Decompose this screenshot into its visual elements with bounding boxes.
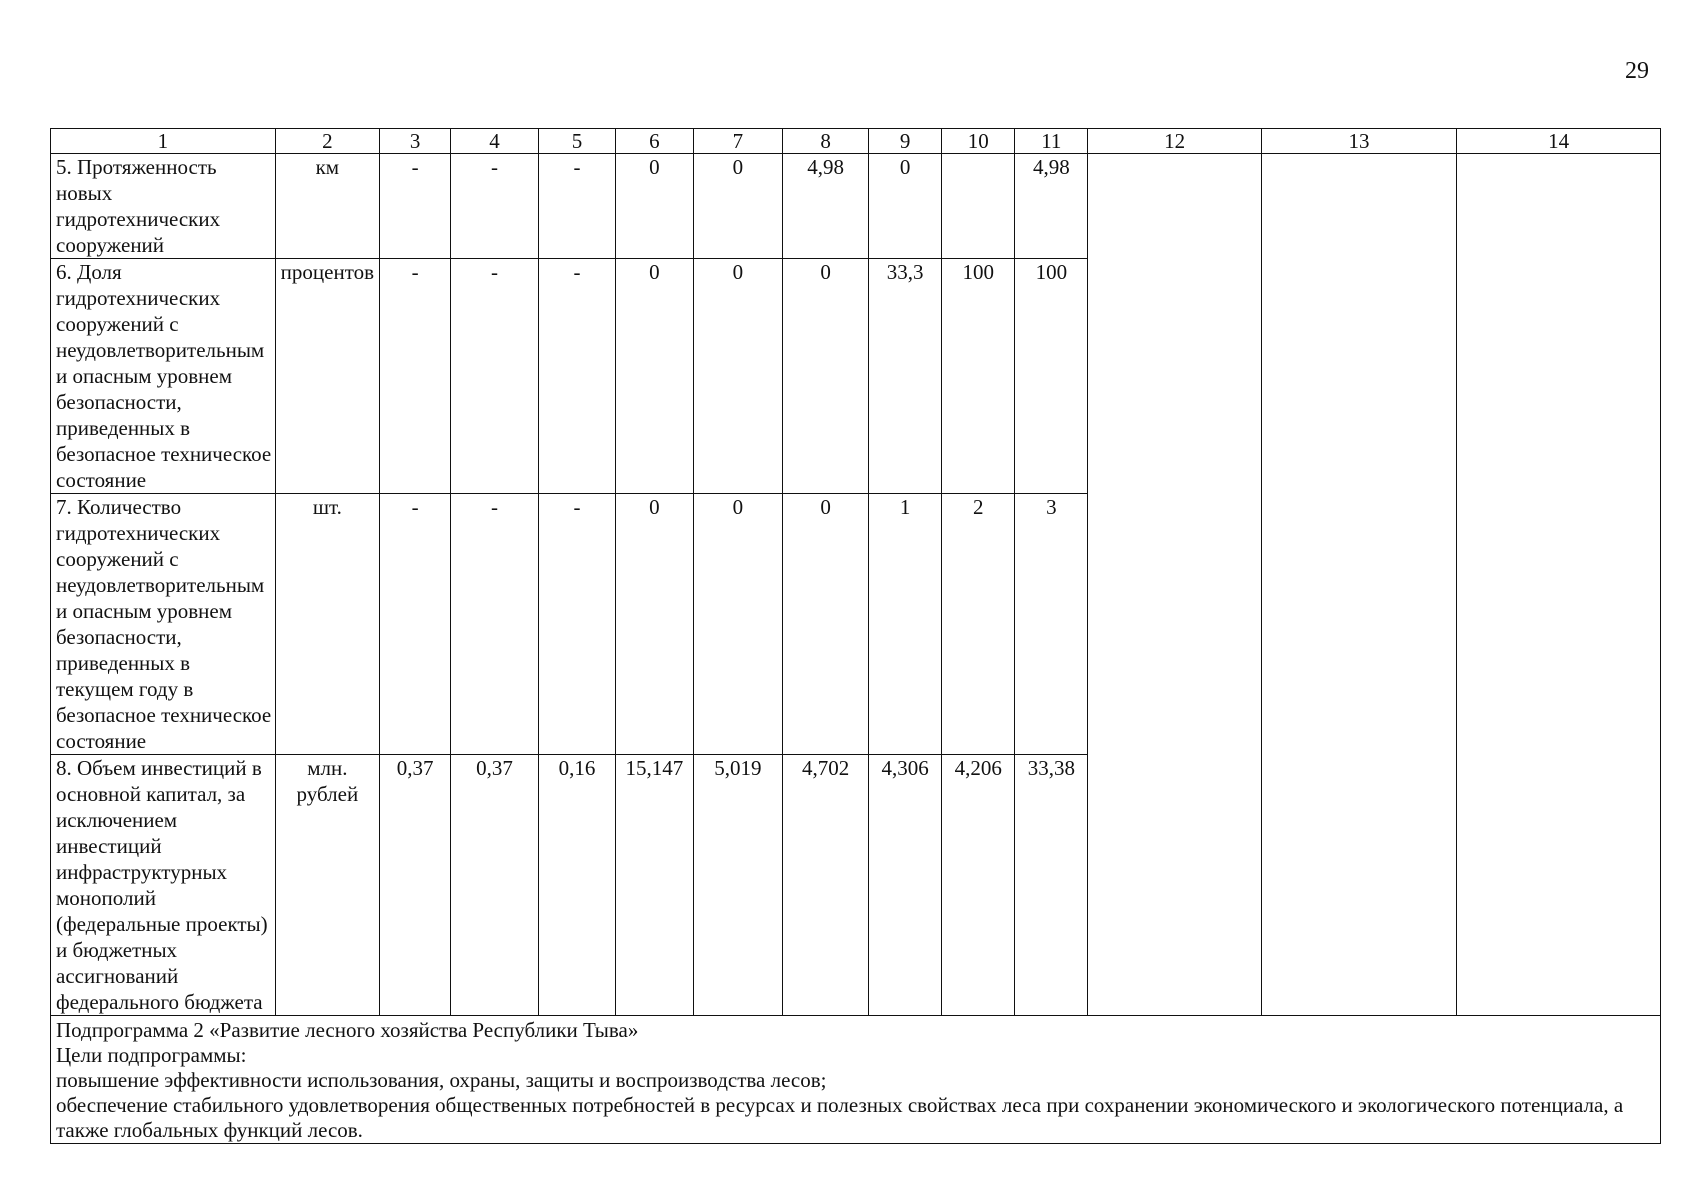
value-cell: 0	[616, 494, 693, 755]
subprogram-row	[51, 1016, 1661, 1144]
value-cell: 4,206	[942, 755, 1015, 1016]
indicator-name: 7. Количество гидротехнических сооружений с неудовлетворительным и опасным уровнем безопасности, приведенных в текущем году в безопасное техническое состояние	[51, 494, 276, 755]
header-cell: 7	[693, 129, 783, 154]
indicator-name: 8. Объем инвестиций в основной капитал, за исключением инвестиций инфраструктурных монополий (федеральные проекты) и бюджетных ассигнований федерального бюджета	[51, 755, 276, 1016]
header-cell: 1	[51, 129, 276, 154]
value-cell: 0	[869, 154, 942, 259]
header-cell: 3	[380, 129, 451, 154]
indicator-unit: км	[275, 154, 379, 259]
value-cell: -	[380, 154, 451, 259]
indicator-name: 5. Протяженность новых гидротехнических сооружений	[51, 154, 276, 259]
header-cell: 6	[616, 129, 693, 154]
header-row	[51, 129, 1661, 154]
header-cell: 13	[1261, 129, 1456, 154]
value-cell: -	[538, 494, 615, 755]
empty-cell-col12	[1088, 154, 1261, 1016]
header-cell: 12	[1088, 129, 1261, 154]
value-cell: -	[451, 494, 539, 755]
table-row	[51, 154, 1661, 259]
header-cell: 11	[1015, 129, 1088, 154]
value-cell: 0	[693, 494, 783, 755]
value-cell: -	[538, 259, 615, 494]
value-cell: 0,37	[380, 755, 451, 1016]
subprogram-goal: обеспечение стабильного удовлетворения общественных потребностей в ресурсах и полезных свойствах леса при сохранении экономического и экологического потенциала, а также глобальных функций лесов.	[56, 1093, 1624, 1142]
value-cell: 0	[616, 259, 693, 494]
value-cell	[942, 154, 1015, 259]
header-cell: 10	[942, 129, 1015, 154]
value-cell: -	[538, 154, 615, 259]
header-cell: 5	[538, 129, 615, 154]
value-cell: 33,3	[869, 259, 942, 494]
value-cell: 0,16	[538, 755, 615, 1016]
subprogram-title: Подпрограмма 2 «Развитие лесного хозяйства Республики Тыва»	[56, 1018, 639, 1042]
value-cell: 4,98	[783, 154, 869, 259]
value-cell: 0,37	[451, 755, 539, 1016]
value-cell: 2	[942, 494, 1015, 755]
header-cell: 9	[869, 129, 942, 154]
indicator-name: 6. Доля гидротехнических сооружений с неудовлетворительным и опасным уровнем безопасности, приведенных в безопасное техническое состояние	[51, 259, 276, 494]
value-cell: -	[451, 154, 539, 259]
indicator-unit: шт.	[275, 494, 379, 755]
header-cell: 2	[275, 129, 379, 154]
value-cell: 0	[783, 494, 869, 755]
header-cell: 4	[451, 129, 539, 154]
subprogram-cell	[51, 1016, 1661, 1144]
header-cell: 8	[783, 129, 869, 154]
header-cell: 14	[1457, 129, 1661, 154]
value-cell: -	[380, 259, 451, 494]
value-cell: 100	[942, 259, 1015, 494]
empty-cell-col13	[1261, 154, 1456, 1016]
value-cell: 0	[783, 259, 869, 494]
value-cell: -	[451, 259, 539, 494]
value-cell: 3	[1015, 494, 1088, 755]
indicators-table	[50, 128, 1661, 1144]
value-cell: 33,38	[1015, 755, 1088, 1016]
subprogram-goals-label: Цели подпрограммы:	[56, 1043, 247, 1067]
indicator-unit: млн. рублей	[275, 755, 379, 1016]
value-cell: 0	[693, 259, 783, 494]
value-cell: 1	[869, 494, 942, 755]
value-cell: 4,702	[783, 755, 869, 1016]
value-cell: 0	[693, 154, 783, 259]
value-cell: 5,019	[693, 755, 783, 1016]
value-cell: 4,98	[1015, 154, 1088, 259]
value-cell: 100	[1015, 259, 1088, 494]
value-cell: 15,147	[616, 755, 693, 1016]
indicator-unit: процентов	[275, 259, 379, 494]
value-cell: -	[380, 494, 451, 755]
value-cell: 4,306	[869, 755, 942, 1016]
value-cell: 0	[616, 154, 693, 259]
empty-cell-col14	[1457, 154, 1661, 1016]
subprogram-goal: повышение эффективности использования, охраны, защиты и воспроизводства лесов;	[56, 1068, 827, 1092]
page-number: 29	[1625, 58, 1649, 84]
